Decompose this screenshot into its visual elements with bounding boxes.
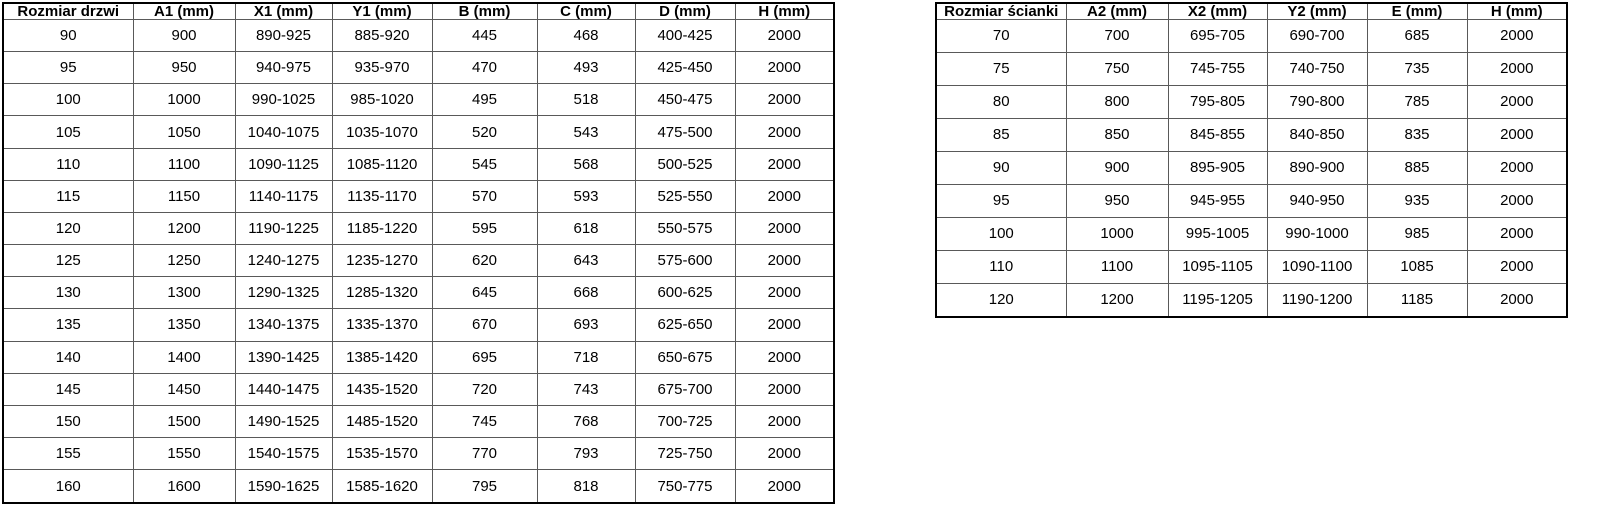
table-cell: 518 (537, 84, 635, 116)
table-cell: 1035-1070 (332, 116, 432, 148)
table-cell: 2000 (735, 148, 834, 180)
table-cell: 690-700 (1267, 20, 1367, 53)
table-cell: 105 (3, 116, 133, 148)
table-cell: 135 (3, 309, 133, 341)
column-header: H (mm) (1467, 3, 1567, 20)
table-cell: 2000 (735, 20, 834, 52)
table-row (3, 116, 834, 148)
table-cell: 750-775 (635, 470, 735, 503)
table-cell: 1300 (133, 277, 235, 309)
table-row (936, 250, 1567, 283)
table-cell: 575-600 (635, 245, 735, 277)
table-cell: 890-900 (1267, 151, 1367, 184)
table-cell: 70 (936, 20, 1066, 53)
table-cell: 1285-1320 (332, 277, 432, 309)
table-cell: 643 (537, 245, 635, 277)
table-cell: 493 (537, 52, 635, 84)
table-cell: 2000 (735, 245, 834, 277)
table-cell: 495 (432, 84, 537, 116)
table-cell: 620 (432, 245, 537, 277)
table-cell: 593 (537, 180, 635, 212)
table-row (3, 148, 834, 180)
table-cell: 818 (537, 470, 635, 503)
column-header: A1 (mm) (133, 3, 235, 20)
table-cell: 445 (432, 20, 537, 52)
table-cell: 550-575 (635, 212, 735, 244)
table-cell: 2000 (1467, 184, 1567, 217)
table-cell: 950 (133, 52, 235, 84)
wall-table-body (936, 20, 1567, 318)
column-header: D (mm) (635, 3, 735, 20)
table-cell: 790-800 (1267, 85, 1367, 118)
table-cell: 1400 (133, 341, 235, 373)
table-cell: 1085-1120 (332, 148, 432, 180)
table-cell: 700 (1066, 20, 1168, 53)
table-cell: 1000 (133, 84, 235, 116)
table-cell: 90 (3, 20, 133, 52)
table-cell: 1200 (133, 212, 235, 244)
table-row (3, 438, 834, 470)
column-header: Y2 (mm) (1267, 3, 1367, 20)
table-cell: 985 (1367, 217, 1467, 250)
table-cell: 568 (537, 148, 635, 180)
column-header: H (mm) (735, 3, 834, 20)
table-cell: 1340-1375 (235, 309, 332, 341)
table-row (3, 180, 834, 212)
table-cell: 1540-1575 (235, 438, 332, 470)
table-cell: 725-750 (635, 438, 735, 470)
column-header: X1 (mm) (235, 3, 332, 20)
column-header: B (mm) (432, 3, 537, 20)
table-cell: 1350 (133, 309, 235, 341)
table-cell: 768 (537, 405, 635, 437)
table-cell: 750 (1066, 52, 1168, 85)
table-cell: 570 (432, 180, 537, 212)
table-cell: 130 (3, 277, 133, 309)
table-cell: 1090-1100 (1267, 250, 1367, 283)
table-cell: 2000 (1467, 118, 1567, 151)
table-cell: 1250 (133, 245, 235, 277)
table-row (936, 184, 1567, 217)
table-cell: 793 (537, 438, 635, 470)
table-row (3, 52, 834, 84)
table-cell: 1290-1325 (235, 277, 332, 309)
table-cell: 2000 (1467, 85, 1567, 118)
table-row (936, 217, 1567, 250)
table-cell: 468 (537, 20, 635, 52)
table-cell: 1390-1425 (235, 341, 332, 373)
table-row (936, 85, 1567, 118)
table-cell: 2000 (1467, 283, 1567, 317)
table-cell: 670 (432, 309, 537, 341)
table-cell: 2000 (1467, 250, 1567, 283)
table-cell: 1090-1125 (235, 148, 332, 180)
table-cell: 840-850 (1267, 118, 1367, 151)
table-row (3, 470, 834, 503)
table-cell: 1190-1225 (235, 212, 332, 244)
table-cell: 110 (3, 148, 133, 180)
table-cell: 785 (1367, 85, 1467, 118)
table-row (3, 212, 834, 244)
table-cell: 695-705 (1168, 20, 1267, 53)
table-cell: 740-750 (1267, 52, 1367, 85)
table-cell: 595 (432, 212, 537, 244)
table-cell: 543 (537, 116, 635, 148)
table-cell: 110 (936, 250, 1066, 283)
table-cell: 1195-1205 (1168, 283, 1267, 317)
table-cell: 1535-1570 (332, 438, 432, 470)
table-cell: 2000 (735, 341, 834, 373)
door-table-header-row (3, 3, 834, 20)
table-cell: 160 (3, 470, 133, 503)
table-cell: 1185-1220 (332, 212, 432, 244)
table-cell: 940-975 (235, 52, 332, 84)
door-table-body (3, 20, 834, 504)
table-cell: 675-700 (635, 373, 735, 405)
table-cell: 90 (936, 151, 1066, 184)
table-cell: 125 (3, 245, 133, 277)
table-cell: 1235-1270 (332, 245, 432, 277)
table-row (3, 277, 834, 309)
table-cell: 850 (1066, 118, 1168, 151)
table-cell: 2000 (735, 180, 834, 212)
table-cell: 693 (537, 309, 635, 341)
table-cell: 695 (432, 341, 537, 373)
table-cell: 95 (936, 184, 1066, 217)
table-cell: 140 (3, 341, 133, 373)
column-header: Rozmiar ścianki (936, 3, 1066, 20)
table-cell: 450-475 (635, 84, 735, 116)
table-cell: 2000 (735, 373, 834, 405)
table-cell: 80 (936, 85, 1066, 118)
table-cell: 990-1025 (235, 84, 332, 116)
table-cell: 1150 (133, 180, 235, 212)
table-cell: 900 (1066, 151, 1168, 184)
table-cell: 800 (1066, 85, 1168, 118)
table-cell: 545 (432, 148, 537, 180)
table-cell: 400-425 (635, 20, 735, 52)
table-cell: 885-920 (332, 20, 432, 52)
table-cell: 1490-1525 (235, 405, 332, 437)
table-cell: 500-525 (635, 148, 735, 180)
table-cell: 145 (3, 373, 133, 405)
table-cell: 115 (3, 180, 133, 212)
column-header: E (mm) (1367, 3, 1467, 20)
table-cell: 100 (936, 217, 1066, 250)
table-cell: 1100 (133, 148, 235, 180)
table-cell: 900 (133, 20, 235, 52)
table-cell: 425-450 (635, 52, 735, 84)
table-cell: 718 (537, 341, 635, 373)
table-row (936, 283, 1567, 317)
table-cell: 895-905 (1168, 151, 1267, 184)
column-header: X2 (mm) (1168, 3, 1267, 20)
table-cell: 1190-1200 (1267, 283, 1367, 317)
table-cell: 618 (537, 212, 635, 244)
table-row (3, 405, 834, 437)
table-row (3, 373, 834, 405)
table-cell: 2000 (1467, 217, 1567, 250)
column-header: A2 (mm) (1066, 3, 1168, 20)
table-cell: 1335-1370 (332, 309, 432, 341)
table-row (3, 245, 834, 277)
table-cell: 1450 (133, 373, 235, 405)
wall-size-table (935, 2, 1568, 318)
table-row (936, 118, 1567, 151)
table-cell: 155 (3, 438, 133, 470)
table-cell: 685 (1367, 20, 1467, 53)
table-cell: 75 (936, 52, 1066, 85)
table-cell: 525-550 (635, 180, 735, 212)
table-cell: 120 (3, 212, 133, 244)
table-cell: 2000 (735, 438, 834, 470)
table-cell: 150 (3, 405, 133, 437)
table-cell: 1185 (1367, 283, 1467, 317)
table-cell: 2000 (735, 212, 834, 244)
table-cell: 2000 (735, 405, 834, 437)
wall-table-header-row (936, 3, 1567, 20)
table-cell: 85 (936, 118, 1066, 151)
table-cell: 95 (3, 52, 133, 84)
table-cell: 100 (3, 84, 133, 116)
table-cell: 1040-1075 (235, 116, 332, 148)
table-cell: 2000 (1467, 52, 1567, 85)
table-row (3, 84, 834, 116)
table-cell: 770 (432, 438, 537, 470)
table-cell: 2000 (735, 277, 834, 309)
table-cell: 845-855 (1168, 118, 1267, 151)
table-cell: 2000 (735, 84, 834, 116)
table-cell: 668 (537, 277, 635, 309)
table-cell: 2000 (735, 309, 834, 341)
column-header: Rozmiar drzwi (3, 3, 133, 20)
table-cell: 120 (936, 283, 1066, 317)
table-cell: 935 (1367, 184, 1467, 217)
table-cell: 1600 (133, 470, 235, 503)
table-cell: 645 (432, 277, 537, 309)
table-row (936, 151, 1567, 184)
table-cell: 475-500 (635, 116, 735, 148)
table-cell: 1550 (133, 438, 235, 470)
table-cell: 1200 (1066, 283, 1168, 317)
table-cell: 985-1020 (332, 84, 432, 116)
table-cell: 1095-1105 (1168, 250, 1267, 283)
column-header: Y1 (mm) (332, 3, 432, 20)
table-cell: 890-925 (235, 20, 332, 52)
table-cell: 1585-1620 (332, 470, 432, 503)
table-cell: 2000 (735, 52, 834, 84)
table-cell: 720 (432, 373, 537, 405)
table-cell: 1385-1420 (332, 341, 432, 373)
table-cell: 600-625 (635, 277, 735, 309)
table-cell: 1135-1170 (332, 180, 432, 212)
table-cell: 1485-1520 (332, 405, 432, 437)
table-cell: 1140-1175 (235, 180, 332, 212)
table-cell: 470 (432, 52, 537, 84)
table-cell: 2000 (1467, 20, 1567, 53)
table-cell: 995-1005 (1168, 217, 1267, 250)
table-cell: 935-970 (332, 52, 432, 84)
table-cell: 885 (1367, 151, 1467, 184)
table-cell: 1050 (133, 116, 235, 148)
table-row (3, 20, 834, 52)
table-cell: 1000 (1066, 217, 1168, 250)
table-row (936, 20, 1567, 53)
table-cell: 990-1000 (1267, 217, 1367, 250)
table-cell: 625-650 (635, 309, 735, 341)
table-cell: 1100 (1066, 250, 1168, 283)
table-cell: 940-950 (1267, 184, 1367, 217)
table-cell: 1240-1275 (235, 245, 332, 277)
table-cell: 795 (432, 470, 537, 503)
table-cell: 945-955 (1168, 184, 1267, 217)
table-row (3, 309, 834, 341)
table-cell: 1590-1625 (235, 470, 332, 503)
table-cell: 520 (432, 116, 537, 148)
door-size-table (2, 2, 835, 504)
table-cell: 1085 (1367, 250, 1467, 283)
table-cell: 950 (1066, 184, 1168, 217)
table-cell: 2000 (735, 470, 834, 503)
table-cell: 700-725 (635, 405, 735, 437)
column-header: C (mm) (537, 3, 635, 20)
table-cell: 743 (537, 373, 635, 405)
table-cell: 745 (432, 405, 537, 437)
table-cell: 2000 (1467, 151, 1567, 184)
table-cell: 735 (1367, 52, 1467, 85)
table-cell: 1440-1475 (235, 373, 332, 405)
table-cell: 650-675 (635, 341, 735, 373)
table-cell: 2000 (735, 116, 834, 148)
table-cell: 745-755 (1168, 52, 1267, 85)
table-row (936, 52, 1567, 85)
table-cell: 795-805 (1168, 85, 1267, 118)
table-row (3, 341, 834, 373)
table-cell: 835 (1367, 118, 1467, 151)
table-cell: 1500 (133, 405, 235, 437)
table-cell: 1435-1520 (332, 373, 432, 405)
